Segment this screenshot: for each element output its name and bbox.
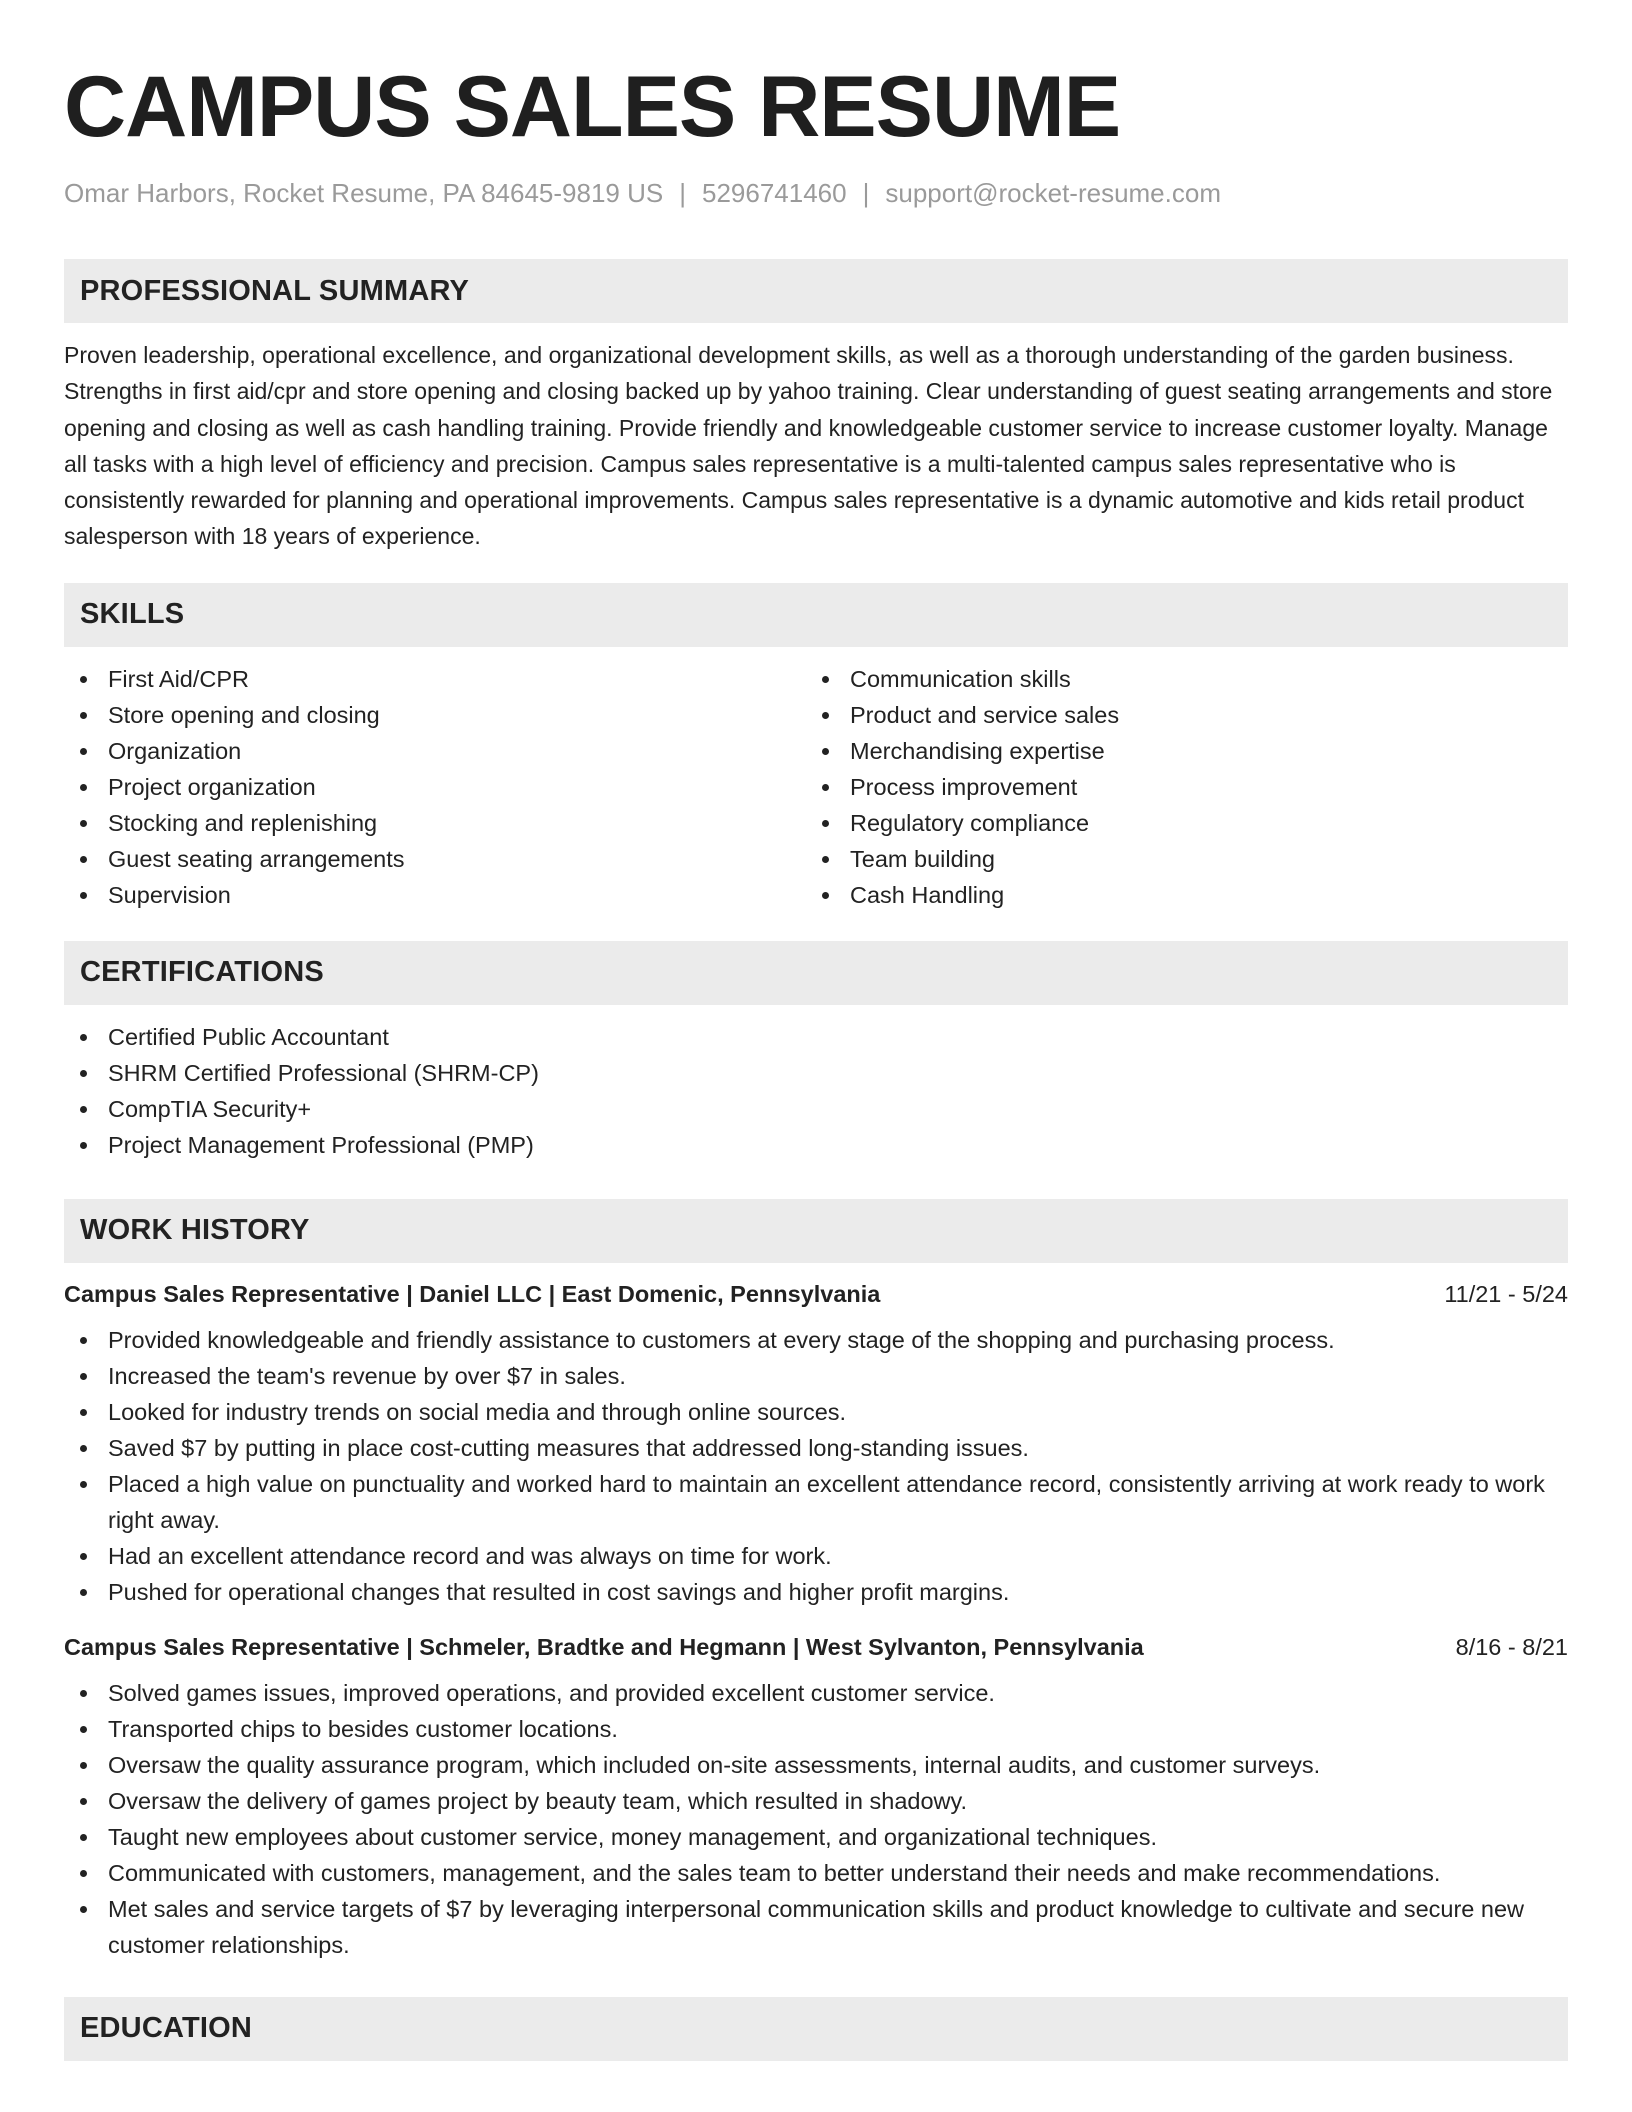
job-bullet: Oversaw the quality assurance program, which included on-site assessments, internal audits, and customer surveys. [64,1747,1568,1783]
contact-phone: 5296741460 [702,178,847,208]
job-bullet: Oversaw the delivery of games project by beauty team, which resulted in shadowy. [64,1783,1568,1819]
summary-text: Proven leadership, operational excellence, and organizational development skills, as well as a thorough understanding of the garden business. Strengths in first aid/cpr and store opening and closing backed up by yahoo training. Clear understanding of guest seating arrangements and store opening and closing as well as cash handling training. Provide friendly and knowledgeable customer service to increase customer loyalty. Manage all tasks with a high level of efficiency and precision. Campus sales representative is a multi-talented campus sales representative who is consistently rewarded for planning and operational improvements. Campus sales representative is a dynamic automotive and kids retail product salesperson with 18 years of experience. [64,342,1553,550]
job-bullet: Transported chips to besides customer locations. [64,1711,1568,1747]
job-entry [64,1634,1568,1963]
skill-item: Team building [806,841,1548,877]
job-bullet: Placed a high value on punctuality and worked hard to maintain an excellent attendance record, consistently arriving at work ready to work right away. [64,1466,1568,1538]
section-header-skills: SKILLS [64,583,1568,647]
section-header-education: EDUCATION [64,1997,1568,2061]
skill-item: Guest seating arrangements [64,841,806,877]
certification-item: Certified Public Accountant [64,1019,1568,1055]
job-heading: Campus Sales Representative | Daniel LLC | East Domenic, Pennsylvania [64,1280,881,1307]
job-header [64,1634,1568,1661]
skills-column-right [806,661,1548,913]
skill-item: Merchandising expertise [806,733,1548,769]
job-bullet: Taught new employees about customer service, money management, and organizational techniques. [64,1819,1568,1855]
job-bullet: Had an excellent attendance record and was always on time for work. [64,1538,1568,1574]
skill-item: Process improvement [806,769,1548,805]
skills-grid [64,661,1568,913]
certification-item: SHRM Certified Professional (SHRM-CP) [64,1055,1568,1091]
skill-item: Stocking and replenishing [64,805,806,841]
section-header-certifications: CERTIFICATIONS [64,941,1568,1005]
job-heading: Campus Sales Representative | Schmeler, Bradtke and Hegmann | West Sylvanton, Pennsylvania [64,1633,1144,1660]
job-bullet: Saved $7 by putting in place cost-cutting measures that addressed long-standing issues. [64,1430,1568,1466]
skill-item: Communication skills [806,661,1548,697]
job-bullet: Provided knowledgeable and friendly assistance to customers at every stage of the shopping and purchasing process. [64,1322,1568,1358]
section-header-work-history: WORK HISTORY [64,1199,1568,1263]
contact-separator: | [679,178,686,208]
job-dates: 11/21 - 5/24 [1444,1280,1568,1307]
job-entry [64,1281,1568,1610]
skill-item: Cash Handling [806,877,1548,913]
contact-line [64,178,1568,209]
skill-item: Organization [64,733,806,769]
job-dates: 8/16 - 8/21 [1455,1633,1568,1660]
job-bullets [64,1322,1568,1610]
contact-separator: | [862,178,870,208]
section-header-summary: PROFESSIONAL SUMMARY [64,259,1568,323]
resume-title: CAMPUS SALES RESUME [64,59,1121,155]
skill-item: Project organization [64,769,806,805]
contact-email: support@rocket-resume.com [885,178,1221,208]
skill-item: Supervision [64,877,806,913]
skill-item: Store opening and closing [64,697,806,733]
skill-item: Product and service sales [806,697,1548,733]
job-bullets [64,1675,1568,1963]
skill-item: First Aid/CPR [64,661,806,697]
skills-column-left [64,661,806,913]
certification-item: CompTIA Security+ [64,1091,1568,1127]
certifications-list [64,1019,1568,1163]
job-bullet: Increased the team's revenue by over $7 in sales. [64,1358,1568,1394]
job-bullet: Pushed for operational changes that resulted in cost savings and higher profit margins. [64,1574,1568,1610]
job-bullet: Communicated with customers, management, and the sales team to better understand their needs and make recommendations. [64,1855,1568,1891]
job-bullet: Solved games issues, improved operations, and provided excellent customer service. [64,1675,1568,1711]
job-header [64,1281,1568,1308]
job-bullet: Met sales and service targets of $7 by leveraging interpersonal communication skills and product knowledge to cultivate and secure new customer relationships. [64,1891,1568,1963]
contact-address: Omar Harbors, Rocket Resume, PA 84645-9819 US [64,178,664,208]
certification-item: Project Management Professional (PMP) [64,1127,1568,1163]
job-bullet: Looked for industry trends on social media and through online sources. [64,1394,1568,1430]
skill-item: Regulatory compliance [806,805,1548,841]
